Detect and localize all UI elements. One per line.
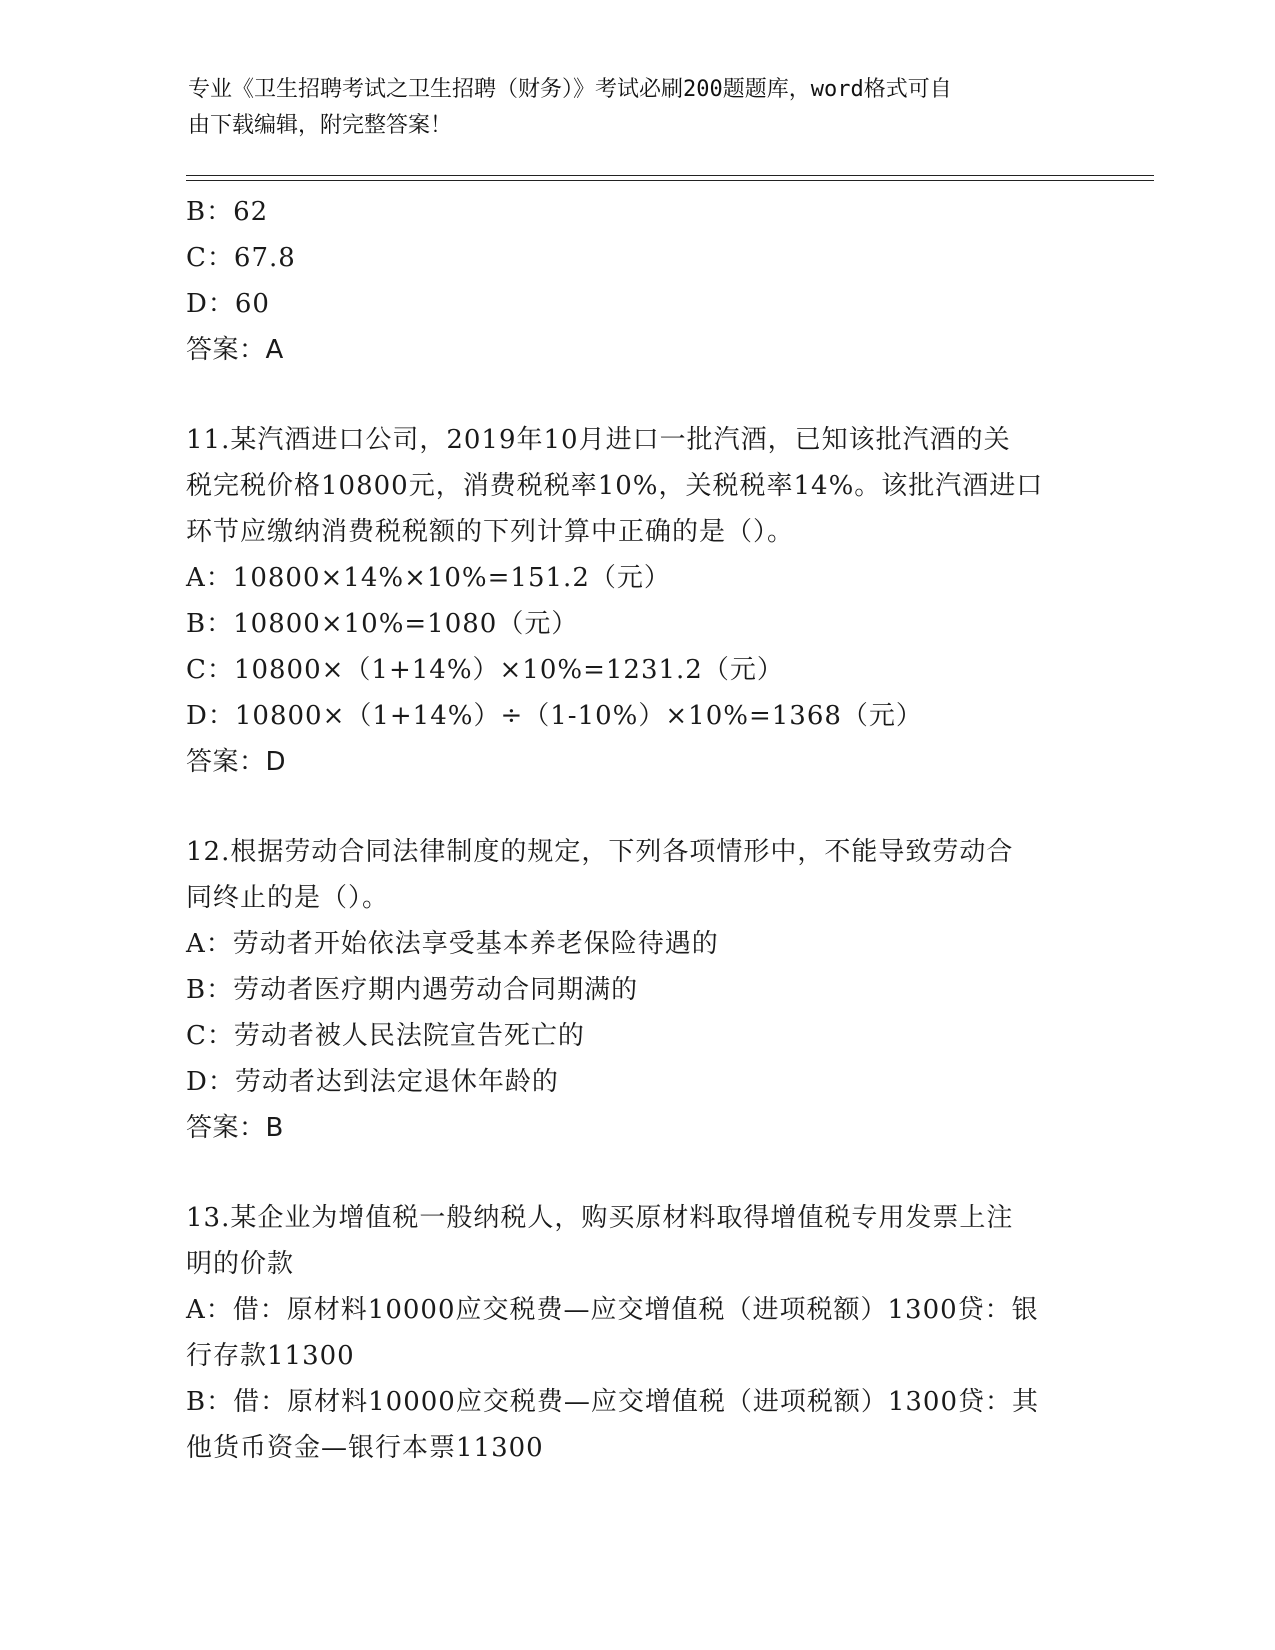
option-text: 10800×（1+14%）×10%=1231.2（元） xyxy=(233,655,784,685)
option-text: 67.8 xyxy=(233,243,296,273)
option-b xyxy=(186,1379,1086,1425)
option-d xyxy=(186,281,1086,327)
option-d xyxy=(186,1059,1086,1105)
option-c xyxy=(186,647,1086,693)
question-stem-line: 税完税价格10800元，消费税税率10%，关税税率14%。该批汽酒进口 xyxy=(186,471,1044,501)
option-label: B： xyxy=(186,197,234,227)
header-divider xyxy=(186,175,1154,181)
spacer xyxy=(186,1151,1086,1195)
option-b xyxy=(186,601,1086,647)
option-c xyxy=(186,235,1086,281)
option-label: B： xyxy=(186,975,234,1005)
option-text: 劳动者达到法定退休年龄的 xyxy=(234,1067,559,1097)
option-label: D： xyxy=(186,289,235,319)
option-label: C： xyxy=(186,1021,234,1051)
header-title-line-2: 由下载编辑，附完整答案！ xyxy=(188,113,453,138)
option-text: 借：原材料10000应交税费—应交增值税（进项税额）1300贷：银 xyxy=(232,1295,1039,1325)
question-12 xyxy=(186,829,1086,1151)
option-c xyxy=(186,1013,1086,1059)
answer-line: 答案：B xyxy=(186,1113,284,1143)
option-text: 劳动者被人民法院宣告死亡的 xyxy=(233,1021,585,1051)
option-label: A： xyxy=(186,1295,233,1325)
option-a xyxy=(186,555,1086,601)
option-b-continuation: 他货币资金—银行本票11300 xyxy=(186,1433,544,1463)
page-header xyxy=(188,72,1068,144)
option-text: 劳动者医疗期内遇劳动合同期满的 xyxy=(233,975,639,1005)
spacer xyxy=(186,373,1086,417)
option-text: 10800×（1+14%）÷（1-10%）×10%=1368（元） xyxy=(234,701,923,731)
option-text: 劳动者开始依法享受基本养老保险待遇的 xyxy=(232,929,719,959)
option-label: A： xyxy=(186,563,233,593)
option-text: 借：原材料10000应交税费—应交增值税（进项税额）1300贷：其 xyxy=(233,1387,1039,1417)
question-stem-line: 同终止的是（）。 xyxy=(186,883,390,913)
question-13 xyxy=(186,1195,1086,1471)
option-text: 10800×10%=1080（元） xyxy=(233,609,579,639)
question-stem-line: 12.根据劳动合同法律制度的规定，下列各项情形中，不能导致劳动合 xyxy=(186,837,1014,867)
option-b xyxy=(186,967,1086,1013)
question-10-tail xyxy=(186,189,1086,373)
question-stem-line: 11.某汽酒进口公司，2019年10月进口一批汽酒，已知该批汽酒的关 xyxy=(186,425,1011,455)
option-label: A： xyxy=(186,929,233,959)
header-title-line-1: 专业《卫生招聘考试之卫生招聘（财务）》考试必刷200题题库，word格式可自 xyxy=(188,77,952,102)
question-11 xyxy=(186,417,1086,785)
question-stem-line: 明的价款 xyxy=(186,1249,295,1279)
answer-line: 答案：A xyxy=(186,335,284,365)
option-label: D： xyxy=(186,1067,235,1097)
option-a xyxy=(186,1287,1086,1333)
question-stem-line: 13.某企业为增值税一般纳税人，购买原材料取得增值税专用发票上注 xyxy=(186,1203,1014,1233)
option-label: B： xyxy=(186,609,234,639)
spacer xyxy=(186,785,1086,829)
option-label: C： xyxy=(186,655,234,685)
option-a-continuation: 行存款11300 xyxy=(186,1341,355,1371)
option-label: C： xyxy=(186,243,234,273)
option-text: 62 xyxy=(233,197,269,227)
answer-line: 答案：D xyxy=(186,747,287,777)
option-d xyxy=(186,693,1086,739)
question-stem-line: 环节应缴纳消费税税额的下列计算中正确的是（）。 xyxy=(186,517,795,547)
document-body xyxy=(186,189,1086,1471)
option-label: B： xyxy=(186,1387,234,1417)
option-label: D： xyxy=(186,701,235,731)
option-text: 10800×14%×10%=151.2（元） xyxy=(232,563,671,593)
option-text: 60 xyxy=(234,289,270,319)
option-b xyxy=(186,189,1086,235)
option-a xyxy=(186,921,1086,967)
